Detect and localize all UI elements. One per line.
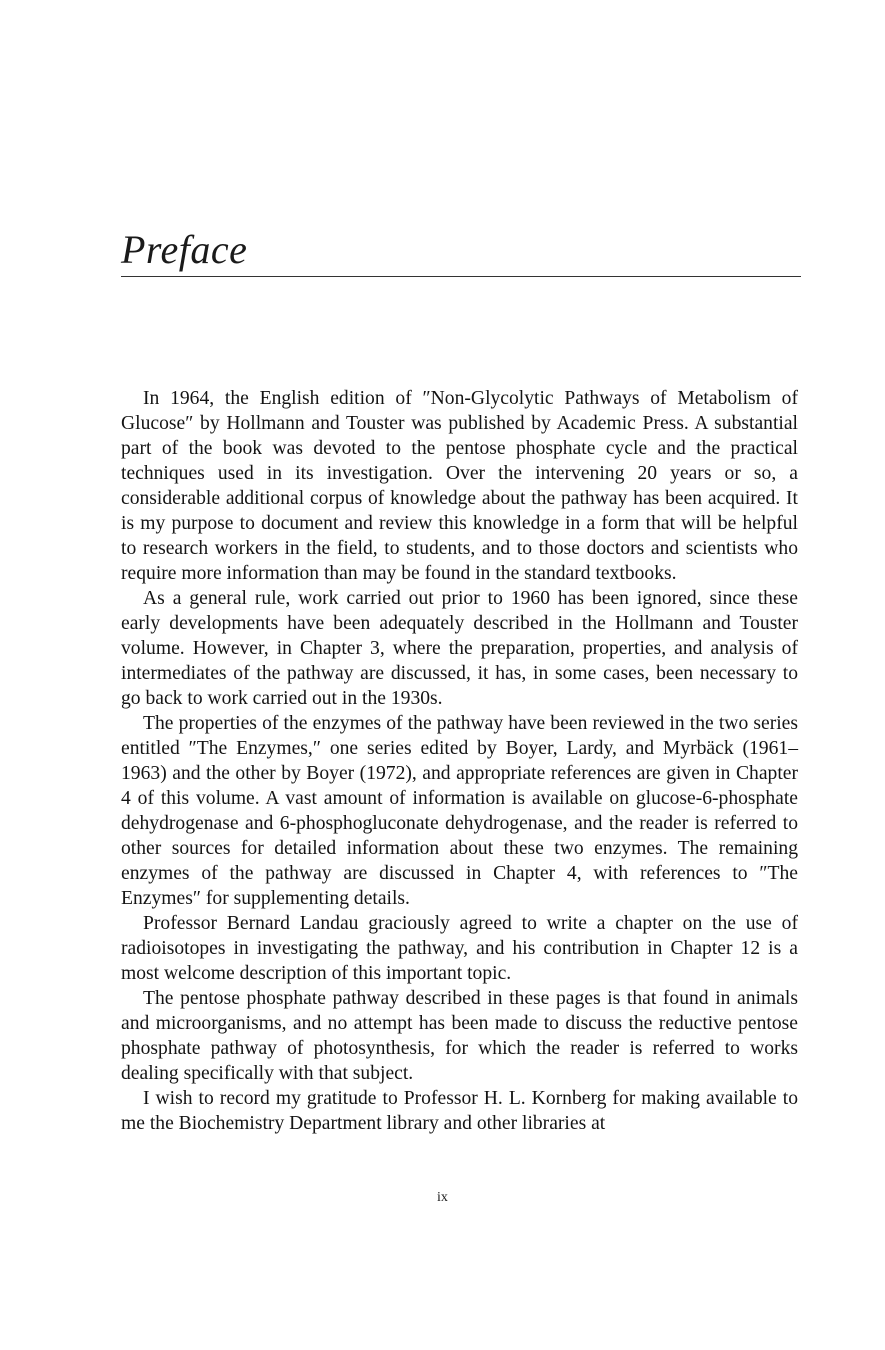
paragraph: The properties of the enzymes of the pathway have been reviewed in the two series entitled ″The Enzymes,″ one series edited by Boyer, Lardy, and Myrbäck (1961–1963) and the other by Boyer (1972), and appropriate references are given in Chapter 4 of this volume. A vast amount of information is available on glucose-6-phosphate dehydrogenase and 6-phosphogluconate dehydrogenase, and the reader is referred to other sources for detailed information about these two enzymes. The remaining enzymes of the pathway are discussed in Chapter 4, with references to ″The Enzymes″ for supplementing details. [121,713,798,909]
paragraph: The pentose phosphate pathway described in these pages is that found in animals and microorganisms, and no attempt has been made to discuss the reductive pentose phosphate pathway of photosynthesis, for which the reader is referred to works dealing specifically with that subject. [121,988,798,1084]
paragraph: As a general rule, work carried out prior to 1960 has been ignored, since these early developments have been adequately described in the Hollmann and Touster volume. However, in Chapter 3, where the preparation, properties, and analysis of intermediates of the pathway are discussed, it has, in some cases, been necessary to go back to work carried out in the 1930s. [121,588,798,709]
paragraph: I wish to record my gratitude to Professor H. L. Kornberg for making available to me the Biochemistry Department library and other libraries at [121,1088,798,1134]
paragraph: Professor Bernard Landau graciously agreed to write a chapter on the use of radioisotopes in investigating the pathway, and his contribution in Chapter 12 is a most welcome description of this important topic. [121,913,798,984]
paragraph: In 1964, the English edition of ″Non-Glycolytic Pathways of Metabolism of Glucose″ by Hollmann and Touster was published by Academic Press. A substantial part of the book was devoted to the pentose phosphate cycle and the practical techniques used in its investigation. Over the intervening 20 years or so, a considerable additional corpus of knowledge about the pathway has been acquired. It is my purpose to document and review this knowledge in a form that will be helpful to research workers in the field, to students, and to those doctors and scientists who require more information than may be found in the standard textbooks. [121,388,798,584]
page-title: Preface [121,227,248,272]
title-block [121,226,801,274]
title-rule [121,276,801,277]
preface-body [121,386,798,1136]
page-number: ix [437,1190,448,1205]
